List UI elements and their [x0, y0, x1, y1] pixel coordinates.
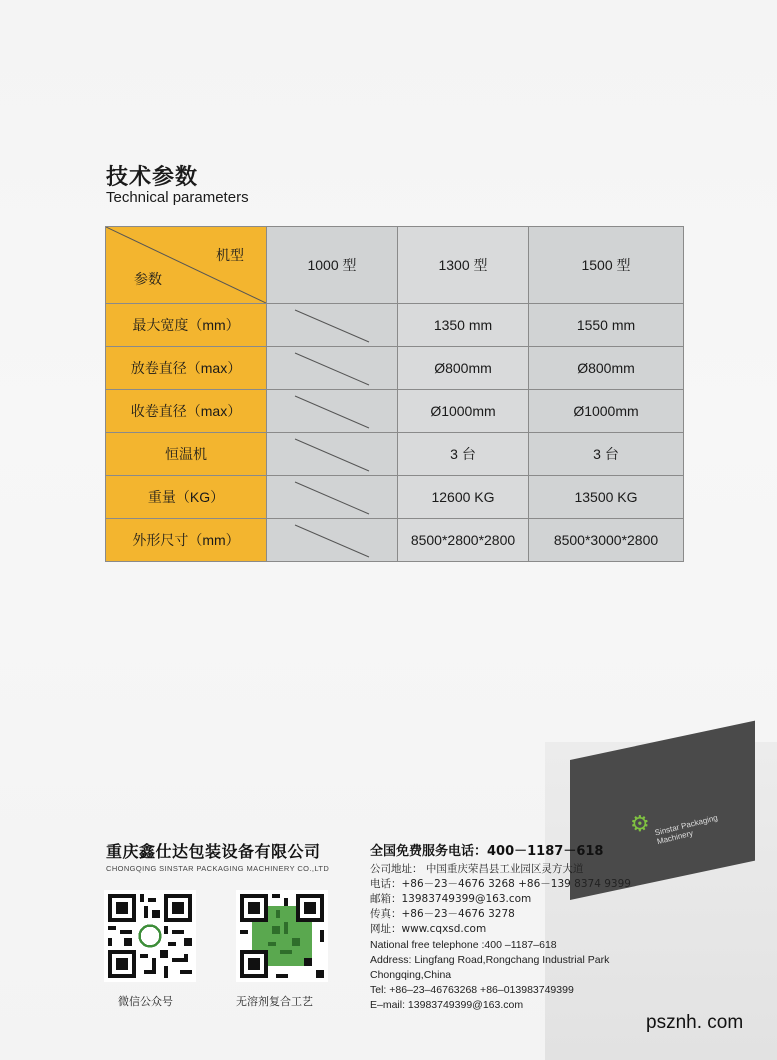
gear-logo-icon: ⚙: [630, 812, 650, 837]
sign-text: Sinstar Packaging Machinery: [653, 813, 719, 847]
address-en: Address: Lingfang Road,Rongchang Industrial Park: [370, 954, 610, 966]
table-row: [106, 476, 684, 519]
row-value-1300: 1350 mm: [398, 304, 529, 347]
contact-info-en: [370, 938, 609, 1013]
row-value-1300: Ø1000mm: [398, 390, 529, 433]
table-row: [106, 304, 684, 347]
watermark: psznh. com: [646, 1012, 744, 1033]
company-name-en: CHONGQING SINSTAR PACKAGING MACHINERY CO.,LTD: [106, 864, 330, 873]
model-1500-header: 1500 型: [529, 227, 684, 304]
website-cn: 网址：www.cqxsd.com: [370, 923, 487, 935]
row-value-1300: 8500*2800*2800: [398, 519, 529, 562]
fax-cn: 传真：+86－23－4676 3278: [370, 908, 515, 920]
phone-cn: 电话：+86－23－4676 3268 +86－139 8374 9399: [370, 878, 631, 890]
table-row: [106, 519, 684, 562]
table-header-row: [106, 227, 684, 304]
wechat-qr-code-icon: [104, 890, 196, 982]
row-label: 重量（KG）: [106, 476, 267, 519]
row-value-1500: 13500 KG: [529, 476, 684, 519]
section-title-en: Technical parameters: [106, 189, 249, 206]
section-title-cn: 技术参数: [106, 165, 199, 190]
technical-parameters-table: [105, 226, 684, 562]
header-model-label: 机型: [216, 248, 244, 264]
row-label: 收卷直径（max）: [106, 390, 267, 433]
row-label: 恒温机: [106, 433, 267, 476]
empty-cell: [267, 519, 398, 562]
row-value-1300: 12600 KG: [398, 476, 529, 519]
tel-en: Tel: +86–23–46763268 +86–013983749399: [370, 984, 574, 996]
row-value-1300: Ø800mm: [398, 347, 529, 390]
row-value-1500: 1550 mm: [529, 304, 684, 347]
table-row: [106, 347, 684, 390]
empty-cell: [267, 304, 398, 347]
qr-caption-process: 无溶剂复合工艺: [236, 995, 313, 1008]
free-telephone-en: National free telephone :400 –1187–618: [370, 939, 557, 951]
empty-cell: [267, 433, 398, 476]
email-cn: 邮箱：13983749399@163.com: [370, 893, 532, 905]
row-value-1500: Ø1000mm: [529, 390, 684, 433]
hotline: 全国免费服务电话：400－1187－618: [370, 844, 604, 859]
contact-info-cn: [370, 862, 631, 937]
process-qr-code-icon: [236, 890, 328, 982]
address-en-line2: Chongqing,China: [370, 969, 452, 981]
header-param-label: 参数: [134, 272, 162, 288]
corner-diagonal: [106, 227, 266, 303]
qr-caption-wechat: 微信公众号: [118, 995, 173, 1008]
row-value-1500: 8500*3000*2800: [529, 519, 684, 562]
address-cn: 公司地址： 中国重庆荣昌县工业园区灵方大道: [370, 863, 584, 875]
empty-cell: [267, 476, 398, 519]
empty-cell: [267, 347, 398, 390]
row-label: 外形尺寸（mm）: [106, 519, 267, 562]
model-1300-header: 1300 型: [398, 227, 529, 304]
email-en: E–mail: 13983749399@163.com: [370, 999, 524, 1011]
header-corner-cell: [106, 227, 267, 304]
row-label: 放卷直径（max）: [106, 347, 267, 390]
row-value-1300: 3 台: [398, 433, 529, 476]
table-row: [106, 390, 684, 433]
empty-cell: [267, 390, 398, 433]
row-label: 最大宽度（mm）: [106, 304, 267, 347]
row-value-1500: 3 台: [529, 433, 684, 476]
row-value-1500: Ø800mm: [529, 347, 684, 390]
table-row: [106, 433, 684, 476]
company-name-cn: 重庆鑫仕达包装设备有限公司: [106, 842, 321, 861]
model-1000-header: 1000 型: [267, 227, 398, 304]
